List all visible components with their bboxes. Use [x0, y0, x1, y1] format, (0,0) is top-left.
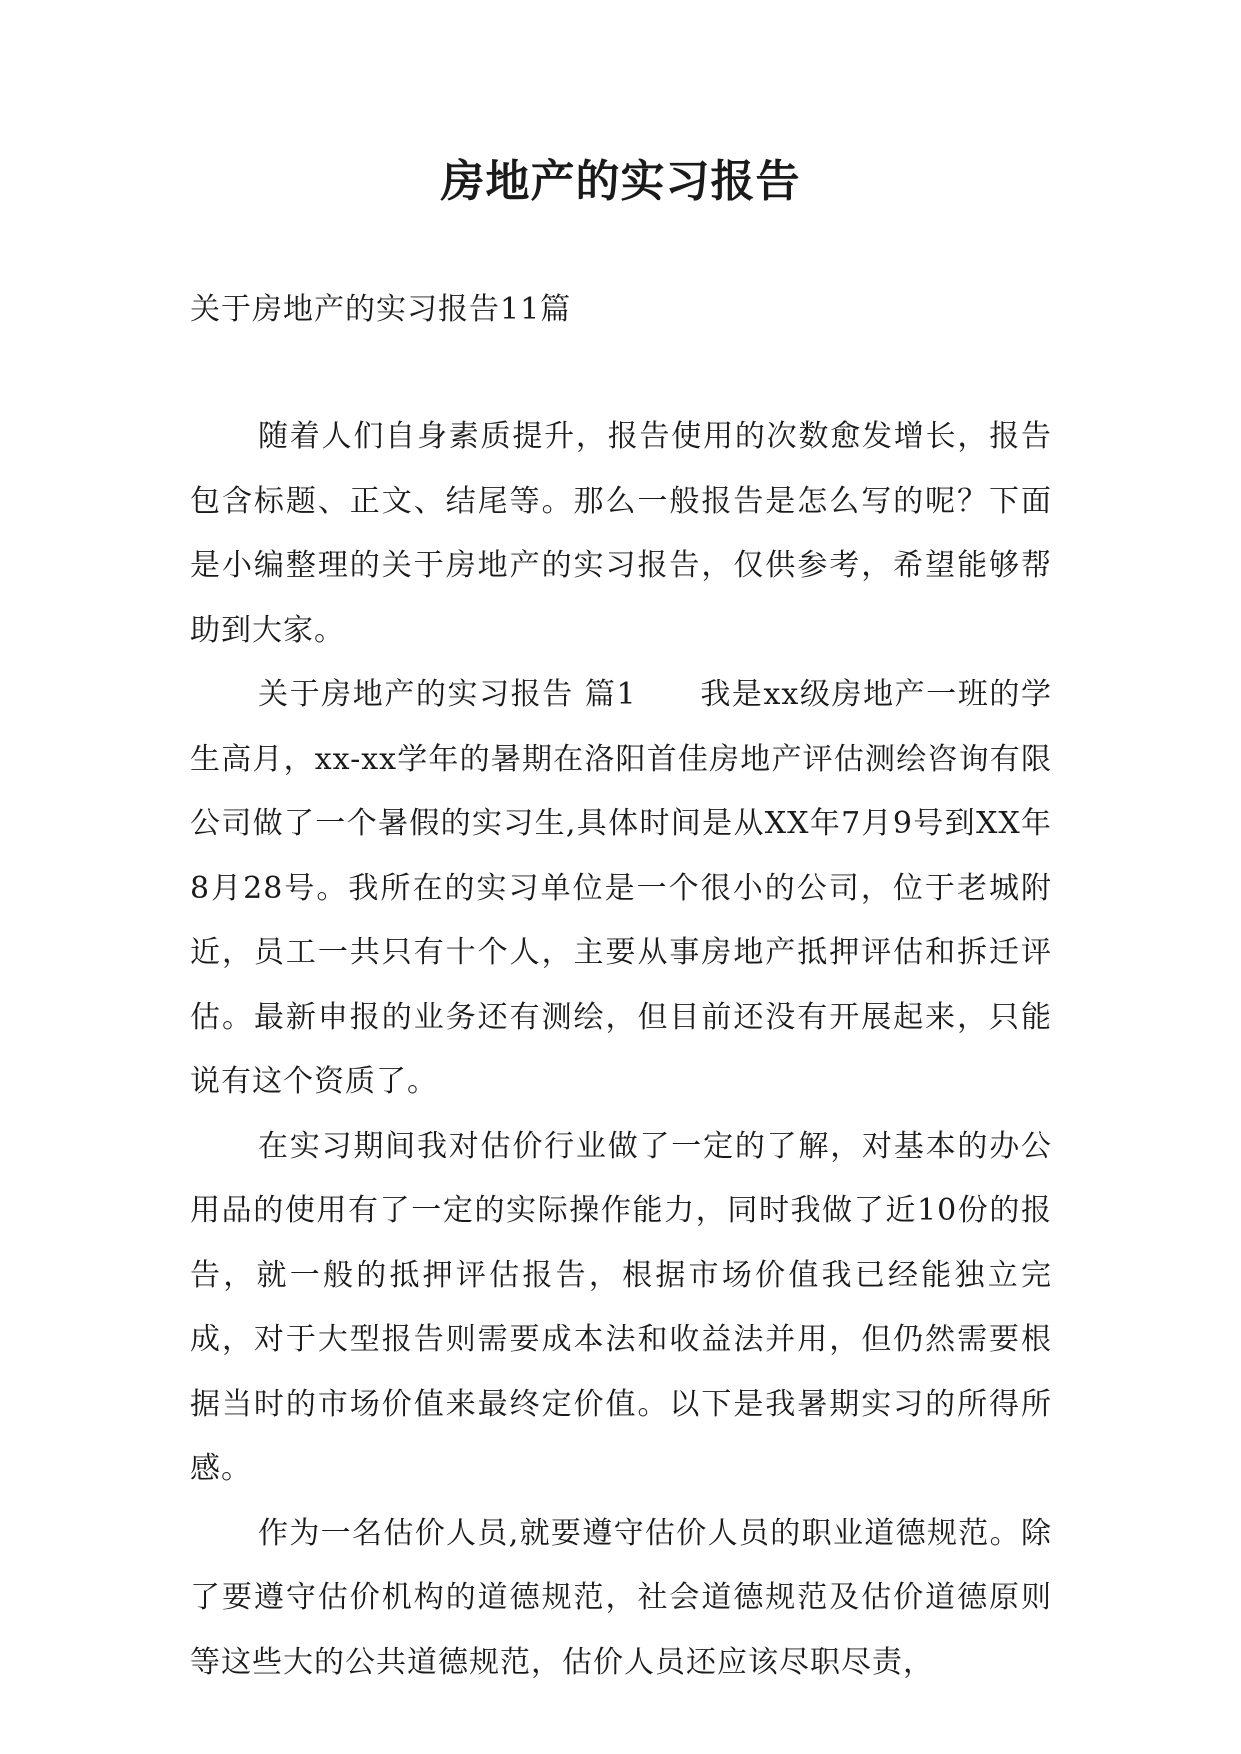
document-title: 房地产的实习报告 [440, 156, 801, 207]
paragraph-internship-experience: 在实习期间我对估价行业做了一定的了解，对基本的办公用品的使用有了一定的实际操作能力，同时我做了近10份的报告，就一般的抵押评估报告，根据市场价值我已经能独立完成，对于大型报告则需要成本法和收益法并用，但仍然需要根据当时的市场价值来最终定价值。以下是我暑期实习的所得所感。 [190, 1128, 1052, 1486]
paragraph-professional-ethics: 作为一名估价人员,就要遵守估价人员的职业道德规范。除了要遵守估价机构的道德规范，社会道德规范及估价道德原则等这些大的公共道德规范，估价人员还应该尽职尽责， [190, 1515, 1052, 1680]
document-subtitle: 关于房地产的实习报告11篇 [190, 292, 572, 327]
document-body [190, 405, 1052, 1695]
paragraph-intro: 随着人们自身素质提升，报告使用的次数愈发增长，报告包含标题、正文、结尾等。那么一般报告是怎么写的呢？下面是小编整理的关于房地产的实习报告，仅供参考，希望能够帮助到大家。 [190, 419, 1052, 648]
paragraph-section-1: 关于房地产的实习报告 篇1 我是xx级房地产一班的学生高月，xx-xx学年的暑期在洛阳首佳房地产评估测绘咨询有限公司做了一个暑假的实习生,具体时间是从XX年7月9号到XX年8月28号。我所在的实习单位是一个很小的公司，位于老城附近，员工一共只有十个人，主要从事房地产抵押评估和拆迁评估。最新申报的业务还有测绘，但目前还没有开展起来，只能说有这个资质了。 [190, 677, 1052, 1099]
